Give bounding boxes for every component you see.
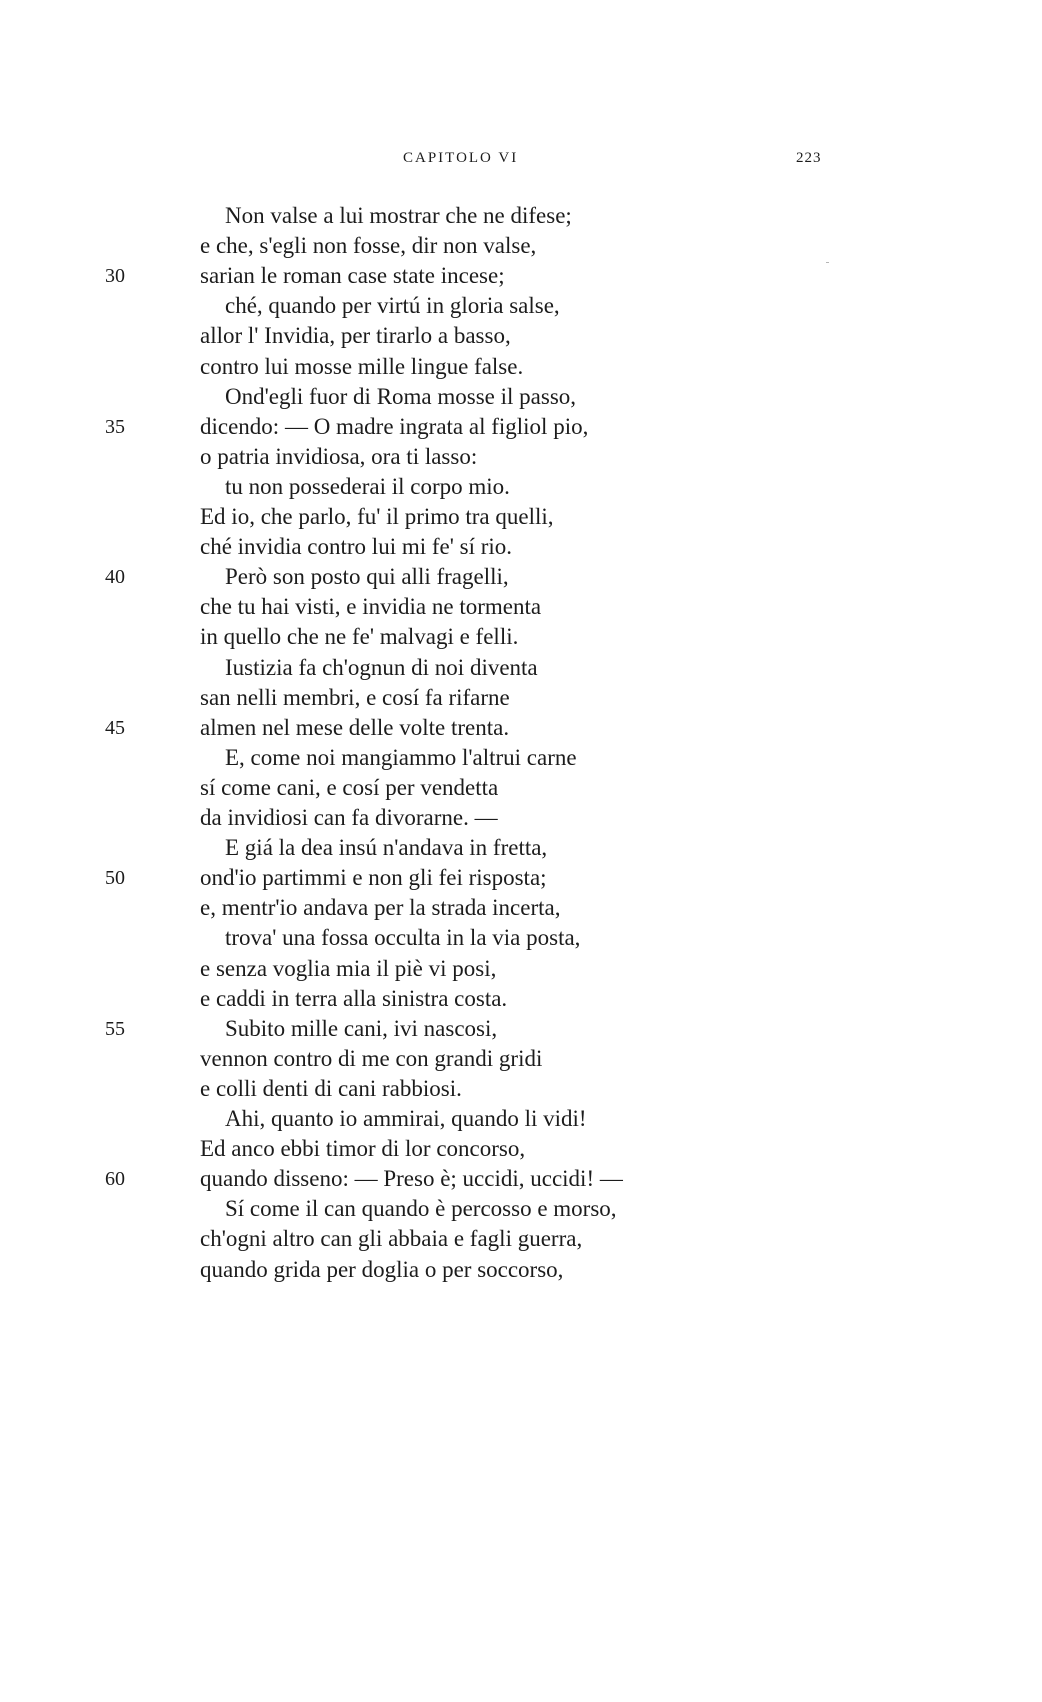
verse-line: [0, 411, 1042, 443]
line-number: 55: [105, 1017, 125, 1040]
running-header: CAPITOLO VI: [403, 150, 519, 166]
verse-text: E giá la dea insú n'andava in fretta,: [225, 835, 548, 861]
verse-text: contro lui mosse mille lingue false.: [200, 353, 524, 379]
verse-line: [0, 441, 1042, 473]
verse-line: [0, 682, 1042, 714]
verse-text: dicendo: — O madre ingrata al figliol pio,: [200, 413, 589, 439]
verse-text: tu non possederai il corpo mio.: [225, 473, 510, 499]
verse-line: [0, 531, 1042, 563]
line-number: 60: [105, 1168, 125, 1191]
verse-line: [0, 1073, 1042, 1105]
verse-text: allor l' Invidia, per tirarlo a basso,: [200, 323, 511, 349]
verse-text: da invidiosi can fa divorarne. —: [200, 805, 498, 830]
verse-text: Ed io, che parlo, fu' il primo tra quelli,: [200, 504, 554, 529]
page-number: 223: [796, 150, 822, 166]
verse-line: [0, 471, 1042, 503]
verse-text: e senza voglia mia il piè vi posi,: [200, 955, 497, 981]
line-number: 45: [105, 716, 125, 739]
verse-line: [0, 381, 1042, 413]
verse-text: e, mentr'io andava per la strada incerta,: [200, 895, 561, 921]
verse-text: E, come noi mangiammo l'altrui carne: [225, 744, 577, 770]
verse-line: [0, 712, 1042, 744]
verse-text: sí come cani, e cosí per vendetta: [200, 774, 499, 800]
verse-line: [0, 591, 1042, 623]
verse-text: Subito mille cani, ivi nascosi,: [225, 1015, 498, 1041]
verse-line: [0, 802, 1042, 834]
verse-text: Ond'egli fuor di Roma mosse il passo,: [225, 383, 577, 409]
verse-text: quando disseno: — Preso è; uccidi, uccidi! —: [200, 1166, 623, 1192]
verse-text: Ahi, quanto io ammirai, quando li vidi!: [225, 1106, 587, 1131]
verse-line: [0, 983, 1042, 1015]
verse-text: e caddi in terra alla sinistra costa.: [200, 985, 508, 1011]
verse-text: vennon contro di me con grandi gridi: [200, 1045, 543, 1071]
verse-text: Ed anco ebbi timor di lor concorso,: [200, 1136, 526, 1162]
verse-line: [0, 351, 1042, 383]
verse-line: [0, 230, 1042, 262]
verse-text: e che, s'egli non fosse, dir non valse,: [200, 233, 537, 259]
verse-text: o patria invidiosa, ora ti lasso:: [200, 443, 478, 469]
verse-line: [0, 1254, 1042, 1286]
line-number: 50: [105, 867, 125, 890]
line-number: 35: [105, 415, 125, 438]
verse-line: [0, 892, 1042, 924]
verse-text: ché invidia contro lui mi fe' sí rio.: [200, 534, 513, 560]
verse-text: ond'io partimmi e non gli fei risposta;: [200, 865, 547, 891]
verse-line: [0, 953, 1042, 985]
verse-line: [0, 1193, 1042, 1225]
verse-text: Però son posto qui alli fragelli,: [225, 564, 509, 590]
line-number: 40: [105, 566, 125, 589]
verse-line: [0, 862, 1042, 894]
verse-text: che tu hai visti, e invidia ne tormenta: [200, 594, 542, 620]
verse-text: almen nel mese delle volte trenta.: [200, 714, 510, 740]
verse-line: [0, 501, 1042, 533]
verse-text: Sí come il can quando è percosso e morso,: [225, 1196, 617, 1222]
verse-text: trova' una fossa occulta in la via posta,: [225, 925, 581, 951]
verse-line: [0, 1223, 1042, 1255]
verse-text: Non valse a lui mostrar che ne difese;: [225, 203, 572, 228]
verse-text: sarian le roman case state incese;: [200, 263, 505, 289]
verse-line: [0, 772, 1042, 804]
verse-text: ch'ogni altro can gli abbaia e fagli guerra,: [200, 1226, 583, 1252]
verse-line: [0, 290, 1042, 322]
verse-text: in quello che ne fe' malvagi e felli.: [200, 624, 519, 650]
verse-line: [0, 260, 1042, 292]
line-number: 30: [105, 265, 125, 288]
verse-line: [0, 1103, 1042, 1135]
verse-line: [0, 652, 1042, 684]
verse-line: [0, 922, 1042, 954]
verse-line: [0, 200, 1042, 232]
verse-text: Iustizia fa ch'ognun di noi diventa: [225, 654, 538, 680]
verse-line: [0, 1133, 1042, 1165]
verse-line: [0, 1013, 1042, 1045]
verse-text: ché, quando per virtú in gloria salse,: [225, 293, 560, 319]
verse-text: san nelli membri, e cosí fa rifarne: [200, 684, 510, 710]
verse-line: [0, 832, 1042, 864]
verse-line: [0, 561, 1042, 593]
verse-line: [0, 320, 1042, 352]
verse-line: [0, 621, 1042, 653]
verse-line: [0, 1163, 1042, 1195]
verse-line: [0, 742, 1042, 774]
verse-line: [0, 1043, 1042, 1075]
verse-text: e colli denti di cani rabbiosi.: [200, 1075, 462, 1101]
verse-text: quando grida per doglia o per soccorso,: [200, 1256, 564, 1282]
